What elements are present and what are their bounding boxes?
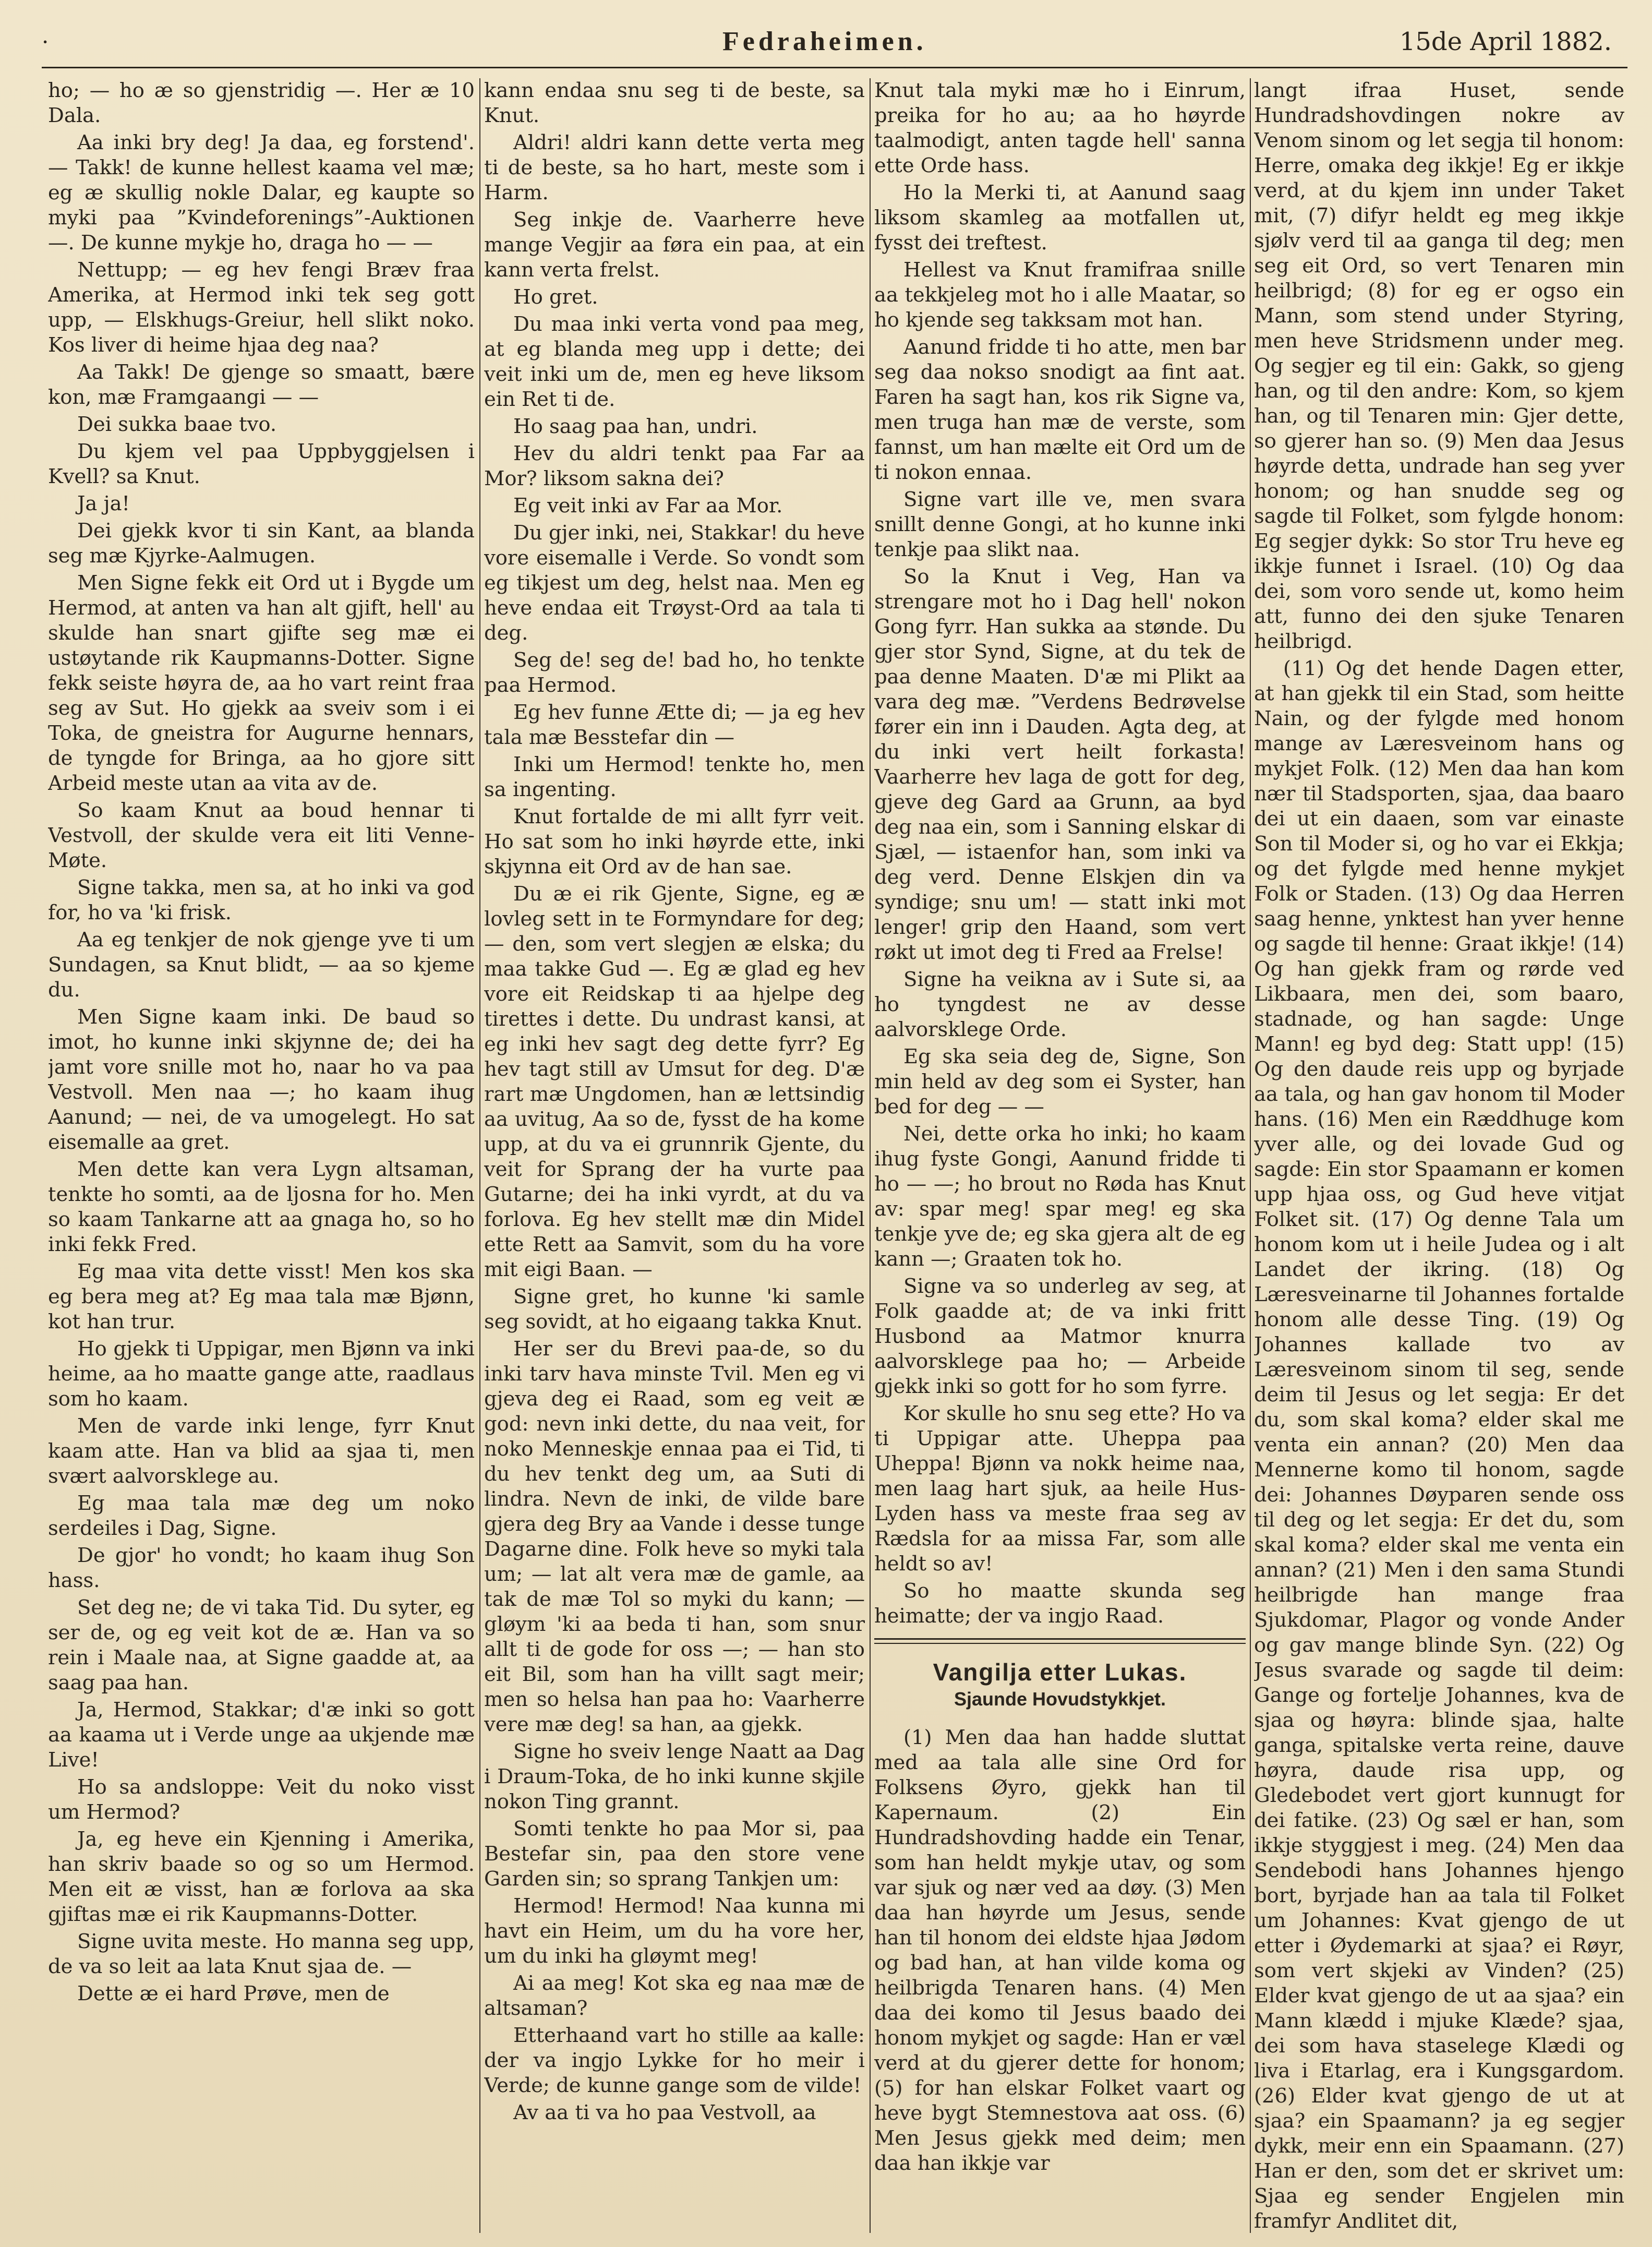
paragraph: Du maa inki verta vond paa meg, at eg blanda meg upp i dette; dei veit inki um de, men eg heve liksom ein Ret ti de. <box>484 313 865 411</box>
paragraph: Hev du aldri tenkt paa Far aa Mor? liksom sakna dei? <box>484 442 865 490</box>
paragraph: Av aa ti va ho paa Vestvoll, aa <box>513 2101 816 2124</box>
paragraph: Signe va so underleg av seg, at Folk gaadde at; de va inki fritt Husbond aa Matmor knurra aalvorsklege paa ho; — Arbeide gjekk inki so gott for ho som fyrre. <box>874 1275 1246 1398</box>
header-rule <box>42 67 1627 68</box>
issue-date: 15de April 1882. <box>1399 27 1612 56</box>
paragraph: Signe uvita meste. Ho manna seg upp, de va so leit aa lata Knut sjaa de. — <box>48 1930 475 1978</box>
paragraph: Eg hev funne Ætte di; — ja eg hev tala mæ Besstefar din — <box>484 701 865 749</box>
paragraph: De gjor' ho vondt; ho kaam ihug Son hass. <box>48 1544 475 1592</box>
paragraph: Du kjem vel paa Uppbyggjelsen i Kvell? sa Knut. <box>48 440 475 488</box>
paragraph: Aa eg tenkjer de nok gjenge yve ti um Sundagen, sa Knut blidt, — aa so kjeme du. <box>48 928 475 1002</box>
paragraph: Eg veit inki av Far aa Mor. <box>513 494 783 518</box>
section-divider <box>874 1638 1246 1644</box>
paragraph: Signe takka, men sa, at ho inki va god for, ho va 'ki frisk. <box>48 876 475 924</box>
column-2 <box>484 78 865 2233</box>
paragraph: Ho saag paa han, undri. <box>513 415 758 438</box>
paragraph: kann endaa snu seg ti de beste, sa Knut. <box>484 79 865 127</box>
section-subtitle: Sjaunde Hovudstykkjet. <box>954 1688 1166 1710</box>
paragraph: Eg maa vita dette visst! Men kos ska eg bera meg at? Eg maa tala mæ Bjønn, kot han trur. <box>48 1260 475 1333</box>
paragraph: langt ifraa Huset, sende Hundradshovdingen nokre av Venom sinom og let segja til honom: Herre, omaka deg ikkje! Eg er ikkje verd, at du kjem inn under Taket mit, (7) difyr heldt eg meg ikkje sjølv verd til aa ganga til deg; men seg eit Ord, so vert Tenaren min heilbrigd; (8) for eg er ogso ein Mann, som stend under Styring, men heve Stridsmenn under meg. Og segjer eg til ein: Gakk, so gjeng han, og til den andre: Kom, so kjem han, og til Tenaren min: Gjer dette, so gjerer han so. (9) Men daa Jesus høyrde detta, undrade han seg yver honom; og han snudde seg og sagde til Folket, som fylgde honom: Eg segjer dykk: So stor Tru heve eg ikkje funnet i Israel. (10) Og daa dei, som voro sende ut, komo heim att, funno dei den sjuke Tenaren heilbrigd. <box>1254 79 1624 653</box>
column-divider <box>870 78 871 2233</box>
newspaper-title: Fedraheimen. <box>722 27 927 56</box>
section-title: Vangilja etter Lukas. <box>933 1659 1187 1686</box>
paragraph: Dei sukka baae tvo. <box>77 413 277 436</box>
paragraph: Ho sa andsloppe: Veit du noko visst um Hermod? <box>48 1775 475 1824</box>
paragraph: Men Signe fekk eit Ord ut i Bygde um Hermod, at anten va han alt gjift, hell' au skulde han snart gjifte seg mæ ei ustøytande rik Kaupmanns-Dotter. Signe fekk seiste høyra de, aa ho vart reint fraa seg av Sut. Ho gjekk aa sveiv som i ei Toka, de gneistra for Augurne hennars, de tyngde for Bringa, aa ho gjore sitt Arbeid meste utan aa vita av de. <box>48 571 475 795</box>
paragraph: Aanund fridde ti ho atte, men bar seg daa nokso snodigt aa fint aat. Faren ha sagt han, kos rik Signe va, men truga han mæ de verste, som fannst, um han mælte eit Ord um de ti nokon ennaa. <box>874 335 1246 484</box>
paragraph: Dei gjekk kvor ti sin Kant, aa blanda seg mæ Kjyrke-Aalmugen. <box>48 519 475 568</box>
story-continued <box>874 78 1246 1629</box>
paragraph: Ho gjekk ti Uppigar, men Bjønn va inki heime, aa ho maatte gange atte, raadlaus som ho kaam. <box>48 1337 475 1411</box>
paragraph: So kaam Knut aa boud hennar ti Vestvoll, der skulde vera eit liti Venne-Møte. <box>48 799 475 872</box>
paragraph: So ho maatte skunda seg heimatte; der va ingjo Raad. <box>874 1579 1246 1628</box>
paragraph: Hellest va Knut framifraa snille aa tekkjeleg mot ho i alle Maatar, so ho kjende seg takksam mot han. <box>874 258 1246 332</box>
column-1 <box>48 78 475 2233</box>
paragraph: Knut tala myki mæ ho i Einrum, preika for ho au; aa ho høyrde taalmodigt, anten tagde hell' sanna ette Orde hass. <box>874 79 1246 177</box>
column-divider <box>1250 78 1251 2233</box>
paragraph: Hermod! Hermod! Naa kunna mi havt ein Heim, um du ha vore her, um du inki ha gløymt meg! <box>484 1894 865 1968</box>
paragraph: Ja, Hermod, Stakkar; d'æ inki so gott aa kaama ut i Verde unge aa ukjende mæ Live! <box>48 1698 475 1772</box>
paragraph: Signe gret, ho kunne 'ki samle seg sovidt, at ho eigaang takka Knut. <box>484 1285 865 1333</box>
paragraph: Nei, dette orka ho inki; ho kaam ihug fyste Gongi, Aanund fridde ti ho — —; ho brout no Røda has Knut av: spar meg! spar meg! eg ska tenkje yve de; eg ska gjera alt de eg kann —; Graaten tok ho. <box>874 1122 1246 1271</box>
paragraph: Men de varde inki lenge, fyrr Knut kaam atte. Han va blid aa sjaa ti, men svært aalvorsklege au. <box>48 1414 475 1488</box>
header-mark: · <box>42 29 50 55</box>
paragraph: Signe ha veikna av i Sute si, aa ho tyngdest ne av desse aalvorsklege Orde. <box>874 968 1246 1041</box>
column-3 <box>874 78 1246 2233</box>
paragraph: Eg maa tala mæ deg um noko serdeiles i Dag, Signe. <box>48 1492 475 1540</box>
paragraph: Aa inki bry deg! Ja daa, eg forstend'. — Takk! de kunne hellest kaama vel mæ; eg æ skullig nokle Dalar, eg kaupte so myki paa ”Kvindeforenings”-Auktionen —. De kunne mykje ho, draga ho — — <box>48 131 475 255</box>
page-header <box>31 15 1622 67</box>
paragraph: Ja ja! <box>77 492 130 515</box>
paragraph: ho; — ho æ so gjenstridig —. Her æ 10 Dala. <box>48 79 475 127</box>
paragraph: Signe ho sveiv lenge Naatt aa Dag i Draum-Toka, de ho inki kunne skjile nokon Ting grannt. <box>484 1740 865 1813</box>
paragraph: Ai aa meg! Kot ska eg naa mæ de altsaman? <box>484 1972 865 2020</box>
paragraph: Set deg ne; de vi taka Tid. Du syter, eg ser de, og eg veit kot de æ. Han va so rein i Maale naa, at Signe gaadde at, aa saag paa han. <box>48 1596 475 1695</box>
paragraph: Somti tenkte ho paa Mor si, paa Bestefar sin, paa den store vene Garden sin; so sprang Tankjen um: <box>484 1817 865 1891</box>
paragraph: (11) Og det hende Dagen etter, at han gjekk til ein Stad, som heitte Nain, og der fylgde med honom mange av Læresveinom hans og mykjet Folk. (12) Men daa han kom nær til Stadsporten, sjaa, daa baaro dei ut ein daaen, som var einaste Son til Moder si, og ho var ei Ekkja; og det fylgde med henne mykjet Folk or Staden. (13) Og daa Herren saag henne, ynktest han yver henne og sagde til henne: Graat ikkje! (14) Og han gjekk fram og rørde ved Likbaara, men dei, som baaro, stadnade, og han sagde: Unge Mann! eg byd deg: Statt upp! (15) Og den daude reis upp og byrjade aa tala, og han gav honom til Moder hans. (16) Men ein Ræddhuge kom yver alle, og dei lovade Gud og sagde: Ein stor Spaamann er komen upp hjaa oss, og Gud heve vitjat Folket sit. (17) Og denne Tala um honom kom ut i heile Judea og i alt Landet der ikring. (18) Og Læresveinarne til Johannes fortalde honom alle desse Ting. (19) Og Johannes kallade tvo av Læresveinom sinom til seg, sende deim til Jesus og let segja: Er det du, som skal koma? elder skal me venta ein annan? (20) Men daa Mennerne komo til honom, sagde dei: Johannes Døyparen sende oss til deg og let segja: Er det du, som skal koma? elder skal me venta ein annan? (21) Men i den sama Stundi heilbrigde han mange fraa Sjukdomar, Plagor og vonde Ander og gav mange blinde Syn. (22) Og Jesus svarade og sagde til deim: Gange og fortelje Johannes, kva de sjaa og høyra: blinde sjaa, halte ganga, spitalske verta reine, dauve høyra, daude risa upp, og Gledebodet vert gjort kunnugt for dei fatike. (23) Og sæl er han, som ikkje styggjest i meg. (24) Men daa Sendebodi hans Johannes hjengo bort, byrjade han aa tala til Folket um Johannes: Kvat gjengo de ut etter i Øydemarki at sjaa? ei Røyr, som vert skjeki av Vinden? (25) Elder kvat gjengo de ut aa sjaa? ein Mann klædd i mjuke Klæde? sjaa, dei som hava staselege Klædi og liva i Etarlag, era i Kungsgardom. (26) Elder kvat gjengo de ut at sjaa? ein Spaamann? ja eg segjer dykk, meir enn ein Spaamann. (27) Han er den, som det er skrivet um: Sjaa eg sender Engjelen min framfyr Andlitet dit, <box>1254 657 1624 2233</box>
paragraph: Dette æ ei hard Prøve, men de <box>77 1982 390 2005</box>
paragraph: Kor skulle ho snu seg ette? Ho va ti Uppigar atte. Uheppa paa Uheppa! Bjønn va nokk heime naa, men laag hart sjuk, aa heile Hus-Lyden hass va meste fraa seg av Rædsla for aa missa Far, som alle heldt so av! <box>874 1402 1246 1576</box>
paragraph: (1) Men daa han hadde sluttat med aa tala alle sine Ord for Folksens Øyro, gjekk han til Kapernaum. (2) Ein Hundradshovding hadde ein Tenar, som han heldt mykje utav, og som var sjuk og nær ved aa døy. (3) Men daa han høyrde um Jesus, sende han til honom dei eldste hjaa Jødom og bad han, at han vilde koma og heilbrigda Tenaren hans. (4) Men daa dei komo til Jesus baado dei honom mykjet og sagde: Han er væl verd at du gjerer dette for honom; (5) for han elskar Folket vaart og heve bygt Stemnestova aat oss. (6) Men Jesus gjekk med deim; men daa han ikkje var <box>874 1726 1246 2175</box>
paragraph: Aldri! aldri kann dette verta meg ti de beste, sa ho hart, meste som i Harm. <box>484 131 865 205</box>
paragraph: Her ser du Brevi paa-de, so du inki tarv hava minste Tvil. Men eg vi gjeva deg ei Raad, som eg veit æ god: nevn inki dette, du naa veit, for noko Menneskje ennaa paa ei Tid, ti du hev tenkt deg um, aa Suti di lindra. Nevn de inki, de vilde bare gjera deg Bry aa Vande i desse tunge Dagarne dine. Folk heve so myki tala um; — lat alt vera mæ de gamle, aa tak de mæ Tol so myki du kann; — gløym 'ki aa beda ti han, som snur allt ti de gode for oss —; — han sto eit Bil, som han ha villt sagt meir; men so helsa han paa ho: Vaarherre vere mæ deg! sa han, aa gjekk. <box>484 1337 865 1736</box>
paragraph: Nettupp; — eg hev fengi Bræv fraa Amerika, at Hermod inki tek seg gott upp, — Elskhugs-Greiur, hell slikt noko. Kos liver di heime hjaa deg naa? <box>48 258 475 357</box>
paragraph: Knut fortalde de mi allt fyrr veit. Ho sat som ho inki høyrde ette, inki skjynna eit Ord av de han sae. <box>484 805 865 879</box>
paragraph: So la Knut i Veg, Han va strengare mot ho i Dag hell' nokon Gong fyrr. Han sukka aa stønde. Du gjer stor Synd, Signe, at du tek de paa denne Maaten. D'æ mi Plikt aa vara deg mæ. ”Verdens Bedrøvelse fører ein inn i Dauden. Agta deg, at du inki vert heilt forkasta! Vaarherre hev laga de gott for deg, gjeve deg Gard aa Grunn, aa byd deg naa ein, som i Sanning elskar di Sjæl, — istaenfor han, som inki va deg verd. Denne Elskjen din va syndige; snu um! — statt inki mot lenger! grip den Haand, som vert røkt ut imot deg ti Fred aa Frelse! <box>874 565 1246 964</box>
paragraph: Eg ska seia deg de, Signe, Son min held av deg som ei Syster, han bed for deg — — <box>874 1045 1246 1119</box>
column-4 <box>1254 78 1624 2233</box>
paragraph: Men Signe kaam inki. De baud so imot, ho kunne inki skjynne de; dei ha jamt vore snille mot ho, naar ho va paa Vestvoll. Men naa —; ho kaam ihug Aanund; — nei, de va umogelegt. Ho sat eisemalle aa gret. <box>48 1005 475 1154</box>
gospel-text <box>874 1725 1246 2176</box>
paragraph: Du gjer inki, nei, Stakkar! du heve vore eisemalle i Verde. So vondt som eg tikjest um deg, helst naa. Men eg heve endaa eit Trøyst-Ord aa tala ti deg. <box>484 521 865 645</box>
paragraph: Ho la Merki ti, at Aanund saag liksom skamleg aa motfallen ut, fysst dei treftest. <box>874 181 1246 255</box>
paragraph: Du æ ei rik Gjente, Signe, eg æ lovleg sett in te Formyndare for deg; — den, som vert slegjen æ elska; du maa takke Gud —. Eg æ glad eg hev vore eit Reidskap ti aa hjelpe deg tirettes i dette. Du undrast kansi, at eg inki hev sagt deg dette fyrr? Eg hev tagt still av Umsut for deg. D'æ rart mæ Ungdomen, han æ lettsindig aa uvitug, Aa so de, fysst de ha kome upp, at du va ei grunnrik Gjente, du veit for Sprang der ha vurte paa Gutarne; dei ha inki vyrdt, at du va forlova. Eg hev stellt mæ din Midel ette Rett aa Samvit, som du ha vore mit eigi Baan. — <box>484 882 865 1281</box>
paragraph: Signe vart ille ve, men svara snillt denne Gongi, at ho kunne inki tenkje paa slikt naa. <box>874 488 1246 561</box>
paragraph: Inki um Hermod! tenkte ho, men sa ingenting. <box>484 753 865 801</box>
paragraph: Seg de! seg de! bad ho, ho tenkte paa Hermod. <box>484 648 865 697</box>
paragraph: Aa Takk! De gjenge so smaatt, bære kon, mæ Framgaangi — — <box>48 361 475 409</box>
paragraph: Men dette kan vera Lygn altsaman, tenkte ho somti, aa de ljosna for ho. Men so kaam Tankarne att aa gnaga ho, so ho inki fekk Fred. <box>48 1158 475 1256</box>
paragraph: Etterhaand vart ho stille aa kalle: der va ingjo Lykke for ho meir i Verde; de kunne gange som de vilde! <box>484 2024 865 2097</box>
paragraph: Ja, eg heve ein Kjenning i Amerika, han skriv baade so og so um Hermod. Men eit æ visst, han æ forlova aa ska gjiftas mæ ei rik Kaupmanns-Dotter. <box>48 1828 475 1926</box>
column-divider <box>479 78 480 2233</box>
paragraph: Ho gret. <box>513 285 598 309</box>
paragraph: Seg inkje de. Vaarherre heve mange Vegjir aa føra ein paa, at ein kann verta frelst. <box>484 208 865 282</box>
